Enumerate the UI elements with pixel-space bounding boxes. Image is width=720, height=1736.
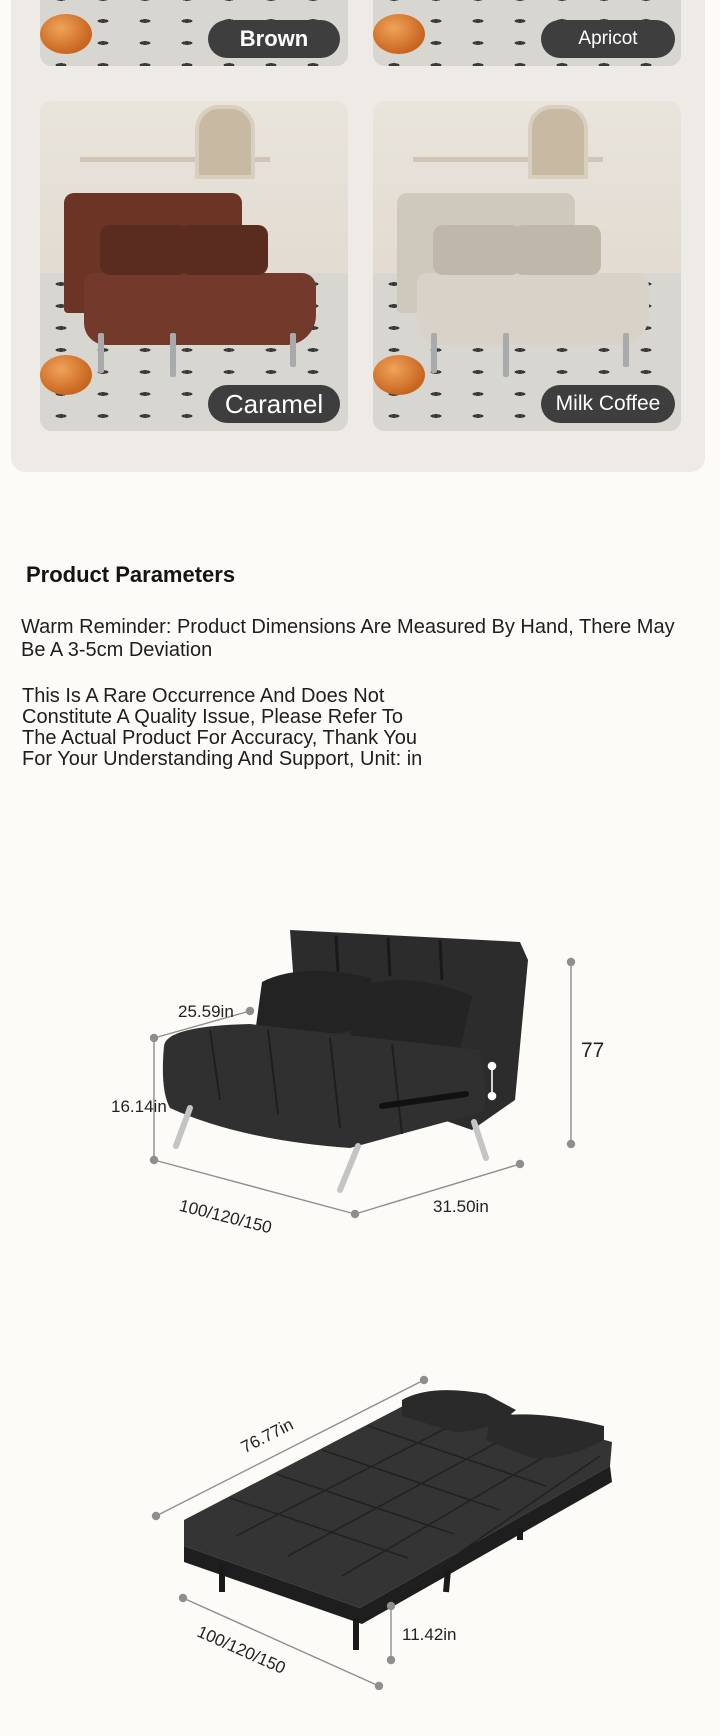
section-title: Product Parameters	[26, 562, 236, 587]
color-label-pill	[541, 385, 675, 423]
sofa-leg	[290, 333, 296, 367]
bed-dimension-diagram	[0, 1370, 720, 1690]
warm-reminder-text: Warm Reminder: Product Dimensions Are Measured By Hand, There May Be A 3-5cm Deviation	[21, 616, 675, 661]
sofa-leg	[431, 333, 437, 373]
wall-frame	[528, 105, 588, 179]
dimension-label-side-depth: 31.50in	[433, 1197, 489, 1216]
swatch-milk-coffee[interactable]	[373, 101, 681, 431]
sofa-dimension-diagram	[0, 900, 720, 1240]
pillow	[433, 225, 521, 275]
dimension-label-bed-height: 11.42in	[402, 1625, 457, 1644]
color-label-pill	[208, 385, 340, 423]
sofa-seat	[417, 273, 649, 345]
pillow	[100, 225, 188, 275]
note-line: Constitute A Quality Issue, Please Refer To	[22, 706, 403, 728]
sofa-leg	[170, 333, 176, 377]
dimension-label-height: 77	[581, 1039, 605, 1062]
sofa-seat	[84, 273, 316, 345]
dimension-label-width: 100/120/150	[177, 1196, 274, 1238]
color-label-pill	[208, 20, 340, 58]
swatch-caramel[interactable]	[40, 101, 348, 431]
swatch-apricot[interactable]	[373, 0, 681, 66]
pillow	[513, 225, 601, 275]
note-line: The Actual Product For Accuracy, Thank You	[22, 727, 418, 749]
pumpkin-decoration	[373, 355, 425, 395]
color-label: Brown	[239, 26, 309, 51]
sofa-leg	[98, 333, 104, 373]
color-label: Milk Coffee	[555, 392, 661, 415]
dimension-label-bed-width: 100/120/150	[194, 1622, 289, 1678]
note-line: This Is A Rare Occurrence And Does Not	[22, 685, 385, 707]
accuracy-note	[22, 686, 482, 770]
pillow	[180, 225, 268, 275]
color-label: Apricot	[578, 28, 638, 49]
swatch-brown[interactable]	[40, 0, 348, 66]
dimension-label-bed-length: 76.77in	[238, 1414, 297, 1457]
wall-frame	[195, 105, 255, 179]
sofa-leg	[623, 333, 629, 367]
color-label: Caramel	[224, 388, 324, 419]
pumpkin-decoration	[40, 14, 92, 54]
note-line: For Your Understanding And Support, Unit: in	[22, 748, 423, 770]
dimension-label-seat-height: 16.14in	[111, 1097, 167, 1116]
color-options-panel	[11, 0, 705, 472]
sofa-leg	[503, 333, 509, 377]
pumpkin-decoration	[40, 355, 92, 395]
dimension-label-depth: 25.59in	[178, 1002, 234, 1021]
color-label-pill	[541, 20, 675, 58]
pumpkin-decoration	[373, 14, 425, 54]
